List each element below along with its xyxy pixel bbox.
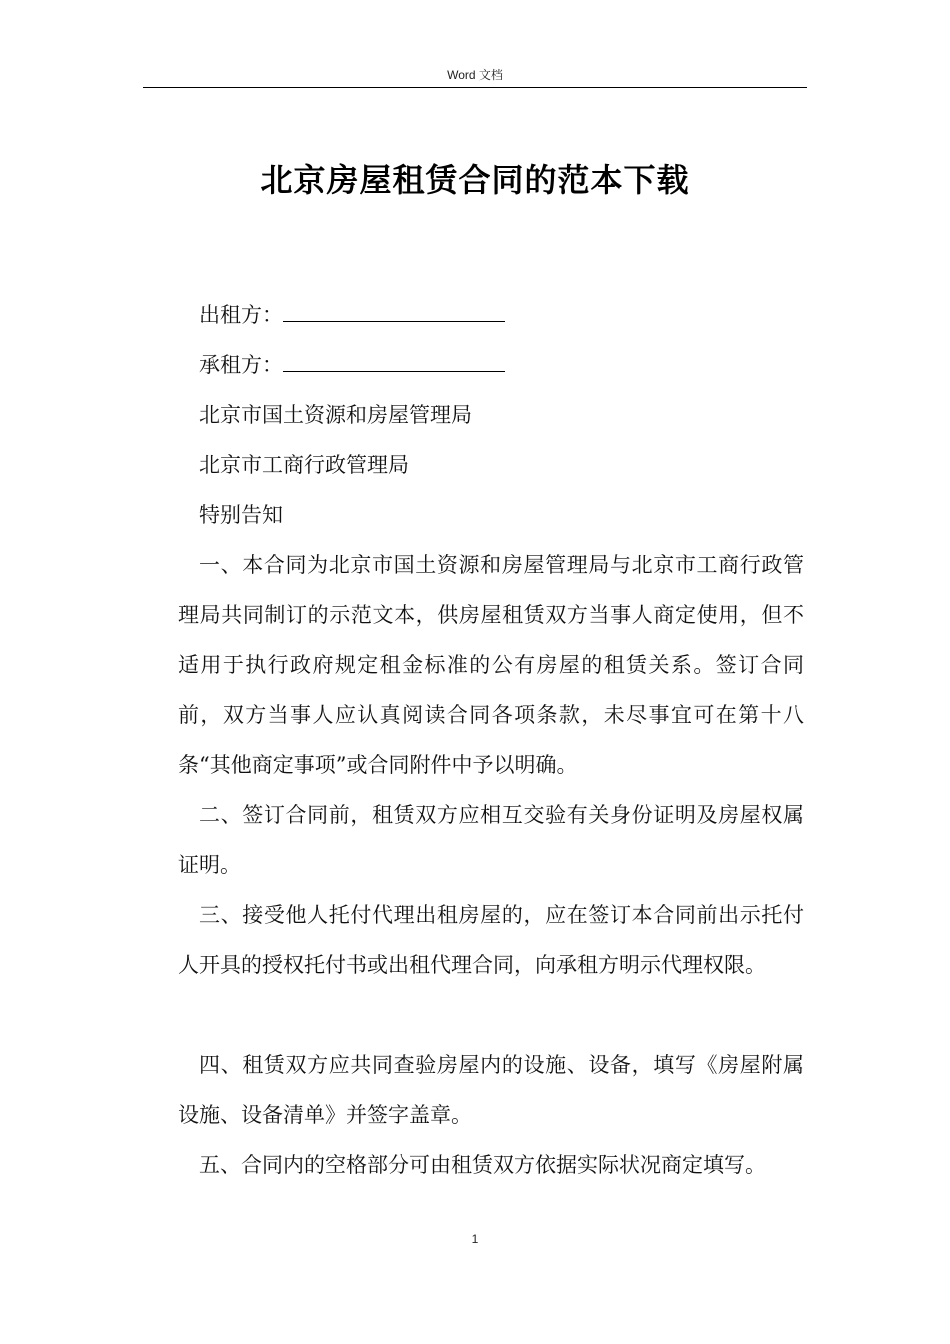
notice-item-1: 一、本合同为北京市国土资源和房屋管理局与北京市工商行政管理局共同制订的示范文本，供房屋租赁双方当事人商定使用，但不适用于执行政府规定租金标准的公有房屋的租赁关系。签订合同前，双方当事人应认真阅读合同各项条款，未尽事宜可在第十八条“其他商定事项”或合同附件中予以明确。 [178, 553, 804, 777]
lessee-label: 承租方： [199, 353, 283, 377]
notice-item-3: 三、接受他人托付代理出租房屋的，应在签订本合同前出示托付人开具的授权托付书或出租代理合同，向承租方明示代理权限。 [178, 903, 804, 977]
notice-item-5: 五、合同内的空格部分可由租赁双方依据实际状况商定填写。 [199, 1153, 766, 1177]
page-number: 1 [471, 1232, 479, 1246]
lessee-line [178, 340, 804, 390]
organization-line-1: 北京市国土资源和房屋管理局 [199, 403, 472, 427]
organization-line-2: 北京市工商行政管理局 [199, 453, 409, 477]
lessor-label: 出租方： [199, 303, 283, 327]
notice-item-2: 二、签订合同前，租赁双方应相互交验有关身份证明及房屋权属证明。 [178, 803, 804, 877]
paragraph-gap [178, 990, 804, 1040]
lessor-blank-field [283, 295, 505, 322]
notice-item-4: 四、租赁双方应共同查验房屋内的设施、设备，填写《房屋附属设施、设备清单》并签字盖章。 [178, 1053, 804, 1127]
header-divider [143, 87, 807, 88]
notice-heading: 特别告知 [199, 503, 283, 527]
page-header-label: Word 文档 [447, 68, 503, 82]
lessee-blank-field [283, 345, 505, 372]
document-title: 北京房屋租赁合同的范本下载 [260, 161, 690, 199]
lessor-line [178, 290, 804, 340]
document-body [178, 290, 804, 1190]
